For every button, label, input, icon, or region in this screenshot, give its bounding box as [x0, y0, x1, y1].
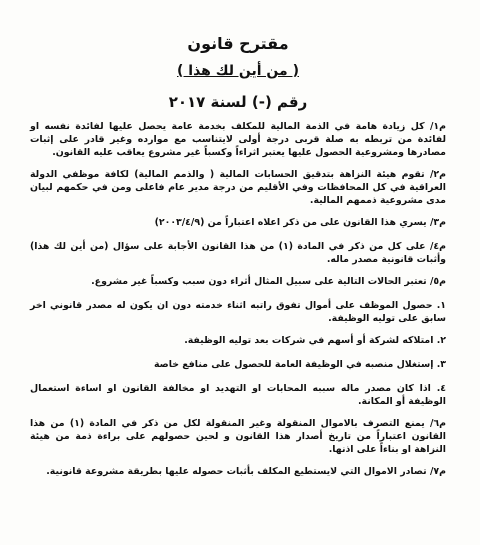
article-5-case-4: ٤. اذا كان مصدر ماله سببه المحابات او التهديد او مخالفة القانون او اساءة استعمال الوظيفة أو المكانة. [30, 383, 446, 407]
article-5-case-2: ٢. امتلاكه لشركة أو أسهم في شركات بعد توليه الوظيفة. [184, 335, 446, 346]
document-subtitle [30, 62, 446, 80]
article-5-case-3: ٣. إستغلال منصبه في الوظيفة العامة للحصول على منافع خاصة [153, 359, 446, 370]
article-5-case-1: ١. حصول الموظف على أموال تفوق راتبه اثناء خدمته دون ان يكون له مصدر قانوني اخر سابق على توليه الوظيفة. [30, 300, 446, 324]
law-number: رقم (-) لسنة ٢٠١٧ [168, 93, 308, 111]
article-4: م٤/ على كل من ذكر في المادة (١) من هذا القانون الأجابة على سؤال (من أين لك هذا) وأثبات قانونية مصدر ماله. [30, 241, 446, 265]
article-3: م٣/ يسري هذا القانون على من ذكر اعلاه اعتباراً من (٢٠٠٣/٤/٩) [154, 217, 446, 228]
article-1: م١/ كل زيادة هامة في الذمة المالية للمكلف بخدمة عامة يحصل عليها لفائدة نفسه او لفائدة من تربطه به صلة قربى درجة أولى لايتناسب مع موارده وغير قادر على إثبات مصادرها ومشروعية الحصول عليها يعتبر اثراءاً وكسباً غير مشروع يعاقب عليه القانون. [30, 121, 446, 158]
article-5: م٥/ تعتبر الحالات التالية على سبيل المثال أثراء دون سبب وكسباً غير مشروع. [91, 276, 446, 287]
document-title: مقترح قانون [187, 34, 289, 53]
articles-list [30, 120, 446, 478]
subtitle-text: ( من أين لك هذا ) [177, 63, 299, 79]
article-2: م٢/ تقوم هيئة النزاهة بتدقيق الحسابات المالية ( والذمم المالية) لكافة موظفي الدولة العراقية في كل المحافظات وفي الأقليم من درجة مدير عام فاعلى ومن في حكمهم لبيان مدى مشروعية ذممهم المالية. [30, 169, 446, 206]
article-6: م٦/ يمنع التصرف بالاموال المنقولة وغير المنقولة لكل من ذكر في المادة (١) من هذا القانون اعتباراً من تاريخ أصدار هذا القانون و لحين حصولهم على براءة ذمة من هيئة النزاهة او بناءاً على اذنها. [30, 418, 446, 455]
article-7: م٧/ تصادر الاموال التي لايستطيع المكلف بأثبات حصوله عليها بطريقة مشروعة قانونية. [46, 466, 446, 477]
